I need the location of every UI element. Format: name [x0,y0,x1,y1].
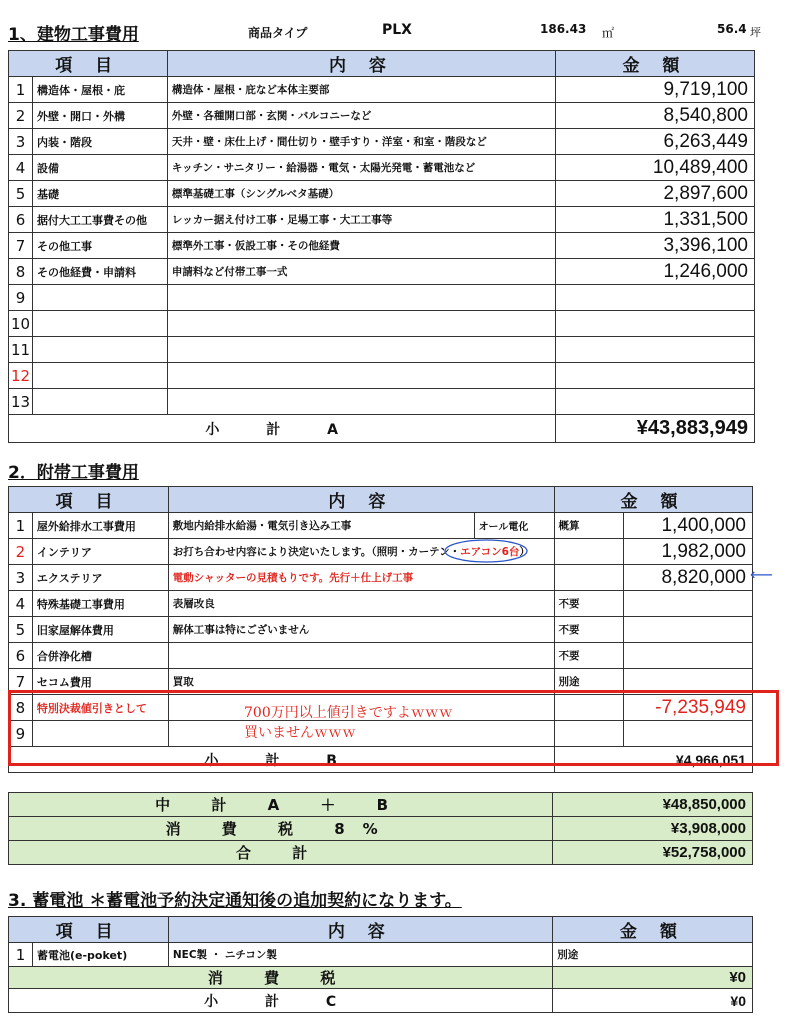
totals-table [8,792,753,865]
subtotal-c: ¥0 [553,989,753,1013]
row-number: 3 [9,129,33,155]
row-desc [167,363,556,389]
row-desc: 標準外工事・仮設工事・その他経費 [167,233,556,259]
totals-label: 合 計 [9,841,553,865]
row-amount: 2,897,600 [556,181,755,207]
table-row [9,77,755,103]
row-item: 合併浄化槽 [32,643,168,669]
row-number: 4 [9,155,33,181]
row-desc [167,311,556,337]
table-row [9,129,755,155]
row-amount: 8,820,000 [624,565,753,591]
row-note: オール電化 [474,513,554,539]
row-number: 7 [9,669,33,695]
totals-label: 消 費 税 8% [9,817,553,841]
row-item [32,311,167,337]
row-item: 基礎 [32,181,167,207]
row-item: 特別決裁値引きとして [32,695,168,721]
row-item [32,389,167,415]
row-number: 8 [9,259,33,285]
battery-tax-label: 消 費 税 [9,967,553,989]
section3-title: 3. 蓄電池 ＊蓄電池予約決定通知後の追加契約になります。 [8,891,462,911]
row-desc: レッカー据え付け工事・足場工事・大工工事等 [167,207,556,233]
annotation-wont-buy: 買いませんｗｗｗ [244,725,356,741]
row-number: 1 [9,513,33,539]
row-number: 9 [9,285,33,311]
m2-unit: ㎡ [602,26,615,40]
row-tag: 不要 [554,591,624,617]
table-row [9,233,755,259]
header-item: 項 目 [9,51,168,77]
desc-text: お打ち合わせ内容により決定いたします。（照明・カーテン・ [172,546,461,558]
totals-row [9,793,753,817]
row-amount: 10,489,400 [556,155,755,181]
battery-table [8,916,753,1013]
header-item: 項 目 [9,917,169,943]
row-desc: 解体工事は特にございません [168,617,554,643]
product-type: PLX [382,22,412,38]
row-desc [167,337,556,363]
row-item: 屋外給排水工事費用 [32,513,168,539]
row-item: エクステリア [32,565,168,591]
row-amount: 1,982,000 [624,539,753,565]
table-row: 1 蓄電池(e-poket) NEC製 ・ ニチコン製 別途 [9,943,753,967]
table-row [9,513,753,539]
row-amount [556,311,755,337]
desc-red-text: エアコン6台 [460,546,520,558]
row-desc: 外壁・各種開口部・玄関・バルコニーなど [167,103,556,129]
desc-end: ） [519,546,530,558]
row-amount [556,337,755,363]
row-amount [556,363,755,389]
table-row [9,363,755,389]
area-tsubo: 56.4 [717,22,747,36]
header-amount: 金 額 [556,51,755,77]
row-tag: 別途 [554,669,624,695]
table-row [9,285,755,311]
table-row [9,311,755,337]
row-desc: 表層改良 [168,591,554,617]
row-item: インテリア [32,539,168,565]
row-amount: 8,540,800 [556,103,755,129]
table-row [9,591,753,617]
subtotal-b-label: 小 計 B [9,747,555,773]
row-item: 旧家屋解体費用 [32,617,168,643]
annotation-discount: 700万円以上値引きですよｗｗｗ [244,705,453,721]
table-row [9,389,755,415]
table-row [9,539,753,565]
totals-row [9,817,753,841]
row-number: 3 [9,565,33,591]
row-number: 13 [9,389,33,415]
row-number: 5 [9,181,33,207]
header-amount: 金 額 [553,917,753,943]
row-item: その他経費・申請料 [32,259,167,285]
table-row [9,617,753,643]
row-item [32,337,167,363]
row-amount: 1,400,000 [624,513,753,539]
row-desc: 構造体・屋根・庇など本体主要部 [167,77,556,103]
subtotal-a: ¥43,883,949 [556,415,755,443]
table-row [9,259,755,285]
row-desc: 標準基礎工事（シングルベタ基礎） [167,181,556,207]
blue-circle-mark [443,537,529,565]
table-row [9,207,755,233]
table-row [9,337,755,363]
row-desc: 天井・壁・床仕上げ・間仕切り・壁手すり・洋室・和室・階段など [167,129,556,155]
row-item: その他工事 [32,233,167,259]
header-amount: 金 額 [554,487,752,513]
row-desc [167,285,556,311]
row-number: 9 [9,721,33,747]
header-item: 項 目 [9,487,169,513]
blue-arrow-icon: ⟵ [750,565,773,584]
header-desc: 内 容 [168,917,552,943]
row-item: 外壁・開口・外構 [32,103,167,129]
table-row [9,565,753,591]
row-number: 12 [9,363,33,389]
row-number: 10 [9,311,33,337]
row-amount [556,389,755,415]
row-item: 特殊基礎工事費用 [32,591,168,617]
totals-row [9,841,753,865]
header-desc: 内 容 [167,51,556,77]
row-item: 構造体・屋根・庇 [32,77,167,103]
row-desc [167,389,556,415]
totals-label: 中 計 A ＋ B [9,793,553,817]
table-row [9,103,755,129]
row-desc: キッチン・サニタリー・給湯器・電気・太陽光発電・蓄電池など [167,155,556,181]
row-number: 5 [9,617,33,643]
table-row [9,181,755,207]
subtotal-a-label: 小 計 A [9,415,556,443]
row-tag [554,539,624,565]
section1-title: 1、建物工事費用 [8,25,139,45]
row-desc [168,565,554,591]
row-number: 6 [9,643,33,669]
subtotal-b: ¥4,966,051 [554,747,752,773]
row-tag: 不要 [554,617,624,643]
row-desc [168,643,554,669]
totals-value: ¥48,850,000 [553,793,753,817]
row-number: 8 [9,695,33,721]
building-cost-table [8,50,755,443]
product-type-label: 商品タイプ [248,26,308,40]
area-m2: 186.43 [540,22,587,36]
row-tag: 概算 [554,513,624,539]
desc-red-text: 電動シャッターの見積もりです。先行＋仕上げ工事 [172,572,414,584]
row-item: 内装・階段 [32,129,167,155]
row-item: セコム費用 [32,669,168,695]
row-amount [624,591,753,617]
row-amount: 1,331,500 [556,207,755,233]
row-number: 6 [9,207,33,233]
row-desc: 買取 [168,669,554,695]
battery-tax: ¥0 [553,967,753,989]
row-number: 4 [9,591,33,617]
row-amount: 9,719,100 [556,77,755,103]
row-tag: 不要 [554,643,624,669]
row-number: 1 [9,77,33,103]
tsubo-unit: 坪 [750,26,761,39]
row-item: 設備 [32,155,167,181]
table-row [9,155,755,181]
row-desc: 申請料など付帯工事一式 [167,259,556,285]
row-amount [624,643,753,669]
row-amount: 3,396,100 [556,233,755,259]
header-desc: 内 容 [168,487,554,513]
row-amount: -7,235,949 [624,695,753,721]
row-number: 7 [9,233,33,259]
section2-title: 2．附帯工事費用 [8,463,139,483]
subtotal-c-label: 小 計 C [9,989,553,1013]
row-amount [624,617,753,643]
row-amount: 6,263,449 [556,129,755,155]
row-item [32,363,167,389]
row-item [32,285,167,311]
row-number: 2 [9,539,33,565]
row-item: 据付大工工事費その他 [32,207,167,233]
row-amount: 1,246,000 [556,259,755,285]
row-amount [556,285,755,311]
row-number: 11 [9,337,33,363]
totals-value: ¥3,908,000 [553,817,753,841]
row-desc: 敷地内給排水給湯・電気引き込み工事 [168,513,474,539]
row-tag [554,565,624,591]
table-row [9,643,753,669]
totals-value: ¥52,758,000 [553,841,753,865]
row-number: 2 [9,103,33,129]
